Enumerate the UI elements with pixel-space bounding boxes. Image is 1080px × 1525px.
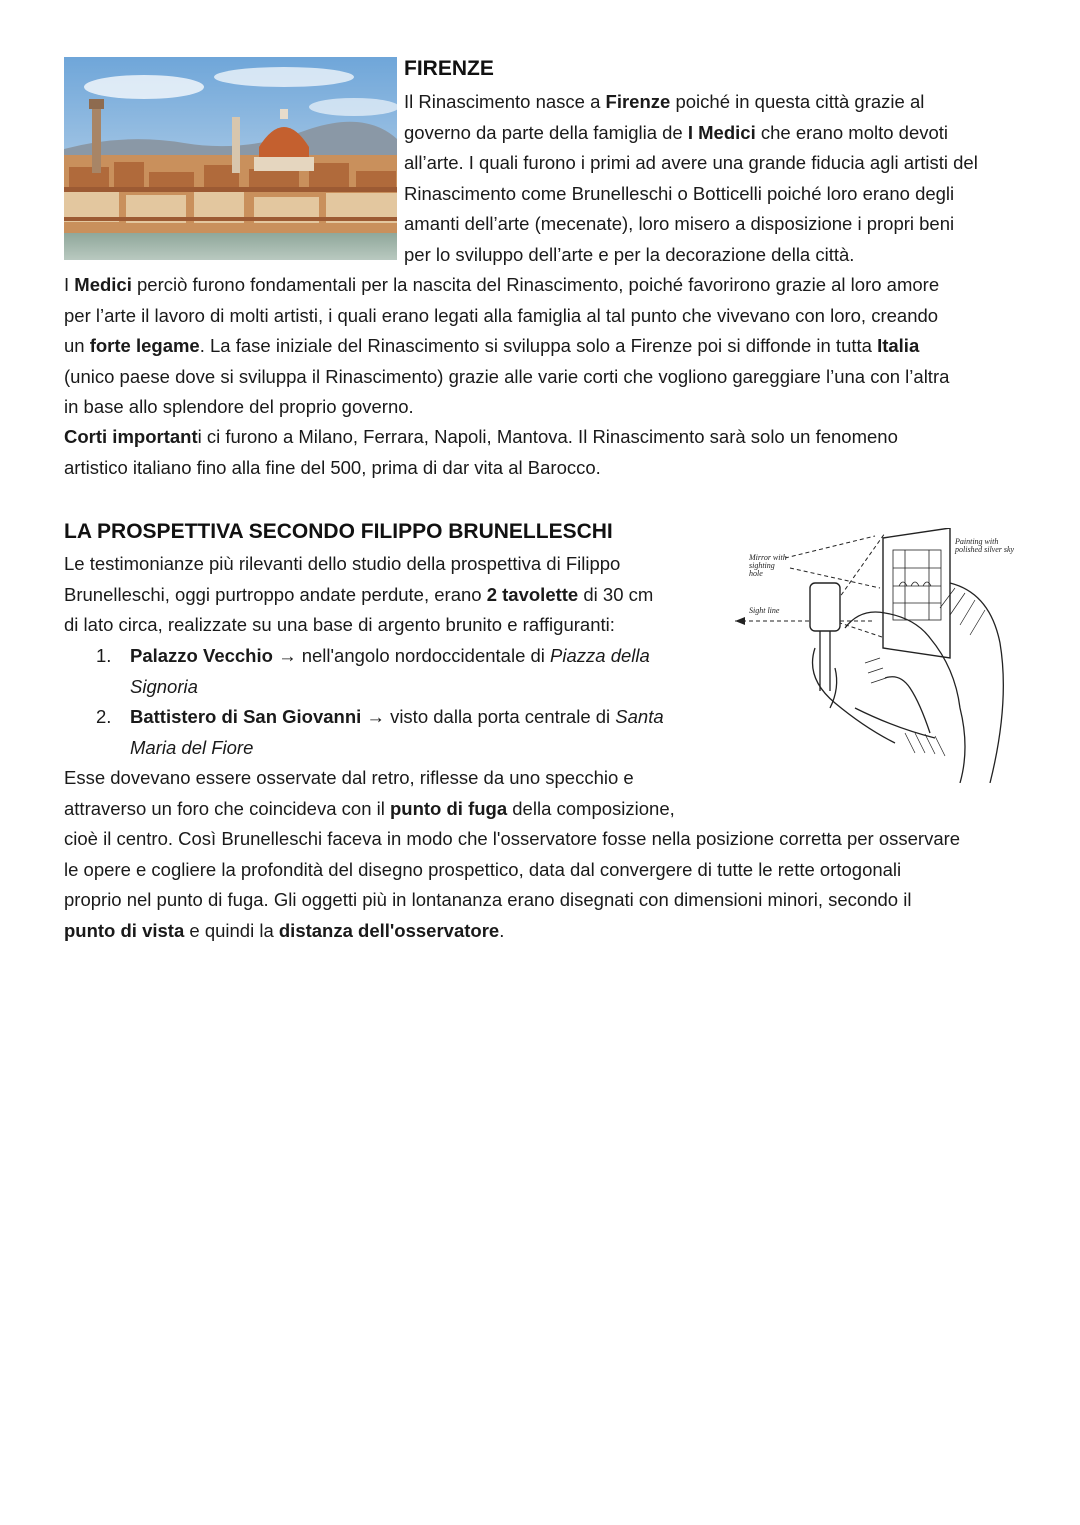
florence-skyline-photo [64, 57, 397, 260]
figure-label-sight-line: Sight line [749, 606, 780, 615]
figure-label-painting: Painting with polished silver sky [955, 537, 1015, 554]
list-item [64, 641, 714, 702]
list-item [64, 702, 714, 763]
section-title-prospettiva: LA PROSPETTIVA SECONDO FILIPPO BRUNELLESCHI [64, 520, 613, 543]
corti-paragraph: Corti importanti ci furono a Milano, Ferrara, Napoli, Mantova. Il Rinascimento sarà solo un fenomeno artistico italiano fino alla fine del 500, prima di dar vita al Barocco. [64, 426, 898, 478]
section-title-firenze: FIRENZE [404, 57, 494, 80]
medici-paragraph: I Medici perciò furono fondamentali per la nascita del Rinascimento, poiché favorirono grazie al loro amore per l’arte il lavoro di molti artisti, i quali erano legati alla famiglia al tal punto che vivevano con loro, creando un forte legame. La fase iniziale del Rinascimento si sviluppa solo a Firenze poi si diffonde in tutta Italia (unico paese dove si sviluppa il Rinascimento) grazie alle varie corti che vogliono gareggiare l’una con l’altra in base allo splendore del proprio governo. [64, 274, 950, 418]
figure-label-mirror: Mirror with sighting hole [749, 553, 787, 578]
brunelleschi-experiment-illustration [735, 528, 1020, 783]
list-number: 2. [96, 706, 112, 728]
tavolette-paragraph: Le testimonianze più rilevanti dello studio della prospettiva di Filippo Brunelleschi, oggi purtroppo andate perdute, erano 2 tavolette di 30 cm di lato circa, realizzate su una base di argento brunito e raffiguranti: [64, 553, 654, 636]
observation-paragraph: Esse dovevano essere osservate dal retro, riflesse da uno specchio e attraverso un foro che coincideva con il punto di fuga della composizione, [64, 767, 675, 819]
list-item-text: Battistero di San Giovanni → visto dalla porta centrale di Santa Maria del Fiore [130, 706, 664, 758]
tavolette-list [64, 641, 714, 763]
list-number: 1. [96, 645, 112, 666]
perspective-closing-paragraph: cioè il centro. Così Brunelleschi faceva in modo che l'osservatore fosse nella posizione corretta per osservare le opere e cogliere la profondità del disegno prospettico, data dal convergere di tutte le rette ortogonali proprio nel punto di fuga. Gli oggetti più in lontananza erano disegnati con dimensioni minori, secondo il punto di vista e quindi la distanza dell'osservatore. [64, 828, 961, 941]
firenze-intro-paragraph: Il Rinascimento nasce a Firenze poiché in questa città grazie al governo da parte della famiglia de I Medici che erano molto devoti all’arte. I quali furono i primi ad avere una grande fiducia agli artisti del Rinascimento come Brunelleschi o Botticelli poiché loro erano degli amanti dell’arte (mecenate), loro misero a disposizione i propri beni per lo sviluppo dell’arte e per la decorazione della città. [404, 91, 978, 265]
list-item-text: Palazzo Vecchio → nell'angolo nordoccidentale di Piazza della Signoria [130, 645, 650, 697]
